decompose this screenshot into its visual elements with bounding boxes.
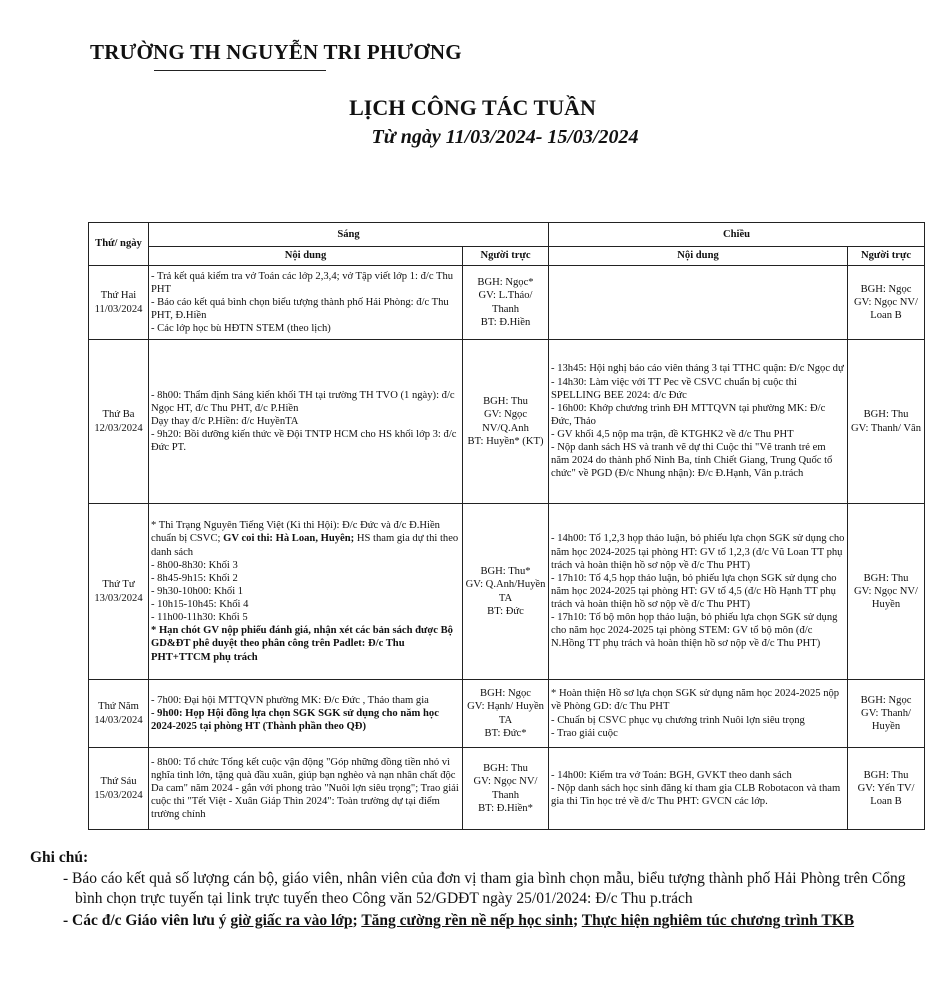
afternoon-content (549, 266, 848, 340)
duty-line: BGH: Thu (863, 409, 909, 421)
note-prefix: - Các đ/c Giáo viên lưu ý (63, 911, 231, 929)
header-morning-content: Nội dung (149, 247, 463, 266)
note-emphasis: Tăng cường rền nề nếp học sinh (361, 911, 573, 929)
morning-content (149, 680, 463, 748)
list-item: * Hoàn thiện Hồ sơ lựa chọn SGK sử dụng năm học 2024-2025 nộp về Phòng GD: đ/c Thu PHT (551, 688, 840, 713)
list-item: - Các lớp học bù HĐTN STEM (theo lịch) (151, 323, 331, 335)
duty-line: GV: Ngọc NV/ Loan B (854, 296, 918, 322)
list-item: - 14h00: Tổ 1,2,3 họp thảo luận, bỏ phiếu lựa chọn SGK sử dụng cho năm học 2024-2025 tại phòng HT: GV tổ 1,2,3 (đ/c Vũ Loan TT phụ trách và hoàn thiện hồ sơ nộp về đ/c Thu PHT) (551, 533, 845, 571)
day-cell: Thứ Ba 12/03/2024 (89, 340, 149, 504)
list-item: - Trả kết quả kiểm tra vở Toán các lớp 2,3,4; vở Tập viết lớp 1: đ/c Thu PHT (151, 270, 454, 295)
list-item: - 9h20: Bồi dưỡng kiến thức về Đội TNTP HCM cho HS khối lớp 3: đ/c Đức PT. (151, 429, 457, 454)
duty-line: BGH: Thu (483, 763, 528, 775)
afternoon-content (549, 340, 848, 504)
header-afternoon: Chiều (549, 223, 925, 247)
table-row-monday (89, 266, 925, 340)
duty-line: BT: Đức (487, 605, 524, 617)
duty-line: GV: Q.Anh/Huyền TA (465, 579, 546, 604)
duty-line: BGH: Ngọc (860, 694, 912, 706)
list-item (151, 519, 460, 558)
list-item: - Nộp danh sách HS và tranh vẽ dự thi Cuộc thi "Vẽ tranh trẻ em năm 2024 do thành phố Ninh Ba, tỉnh Chiết Giang, Trung Quốc tổ chức" về PGD (Đ/c Nhung nhận): Đ/c Đ.Hạnh, Vân p.trách (551, 442, 833, 480)
header-morning-person: Người trực (463, 247, 549, 266)
list-item: - 9h00: Họp Hội đồng lựa chọn SGK SGK sử dụng cho năm học 2024-2025 tại phòng HT (Thành phần theo QĐ) (151, 707, 439, 733)
list-item: - 7h00: Đại hội MTTQVN phường MK: Đ/c Đức , Thảo tham gia (151, 694, 429, 706)
duty-line: GV: Ngọc NV/ Thanh (473, 776, 538, 801)
morning-duty (463, 748, 549, 830)
duty-line: GV: Thanh/ Huyền (861, 707, 911, 733)
duty-line: GV: Thanh/ Vân (851, 422, 922, 434)
morning-duty (463, 680, 549, 748)
header-row-1 (89, 223, 925, 247)
list-item: - 13h45: Hội nghị báo cáo viên tháng 3 tại TTHC quận: Đ/c Ngọc dự (551, 363, 844, 375)
list-item: - Trao giải cuộc (551, 727, 618, 739)
note-item: - Báo cáo kết quả số lượng cán bộ, giáo viên, nhân viên của đơn vị tham gia bình chọn mẫu, biểu tượng thành phố Hải Phòng trên Cổng bình chọn trực tuyến tại link trực tuyến theo Công văn 52/GDĐT ngày 25/01/2024: Đ/c Thu p.trách (63, 869, 906, 908)
list-item: - 11h00-11h30: Khối 5 (151, 612, 248, 624)
list-item: - 8h00-8h30: Khối 3 (151, 559, 238, 571)
contest-tail: HS tham gia dự thi theo danh sách (151, 533, 459, 558)
table-row-friday (89, 748, 925, 830)
duty-line: BGH: Thu (863, 769, 909, 781)
page-title: LỊCH CÔNG TÁC TUẦN (349, 95, 596, 120)
schedule-table (88, 222, 925, 830)
morning-content (149, 748, 463, 830)
list-item: - Nộp danh sách học sinh đăng kí tham gia CLB Robotacon và tham gia thi Tin học trẻ về đ/c Thu PHT: GVCN các lớp. (551, 782, 841, 808)
list-item: - 17h10: Tổ 4,5 họp thảo luận, bỏ phiếu lựa chọn SGK sử dụng cho năm học 2024-2025 tại phòng HT: GV tổ 4,5 (đ/c Hồ Hạnh TT phụ trách và hoàn thiện hồ sơ nộp về đ/c Thu PHT) (551, 572, 837, 611)
table-row-wednesday (89, 504, 925, 680)
duty-line: BGH: Ngọc (860, 283, 912, 295)
list-item: - 14h30: Làm việc với TT Pec về CSVC chuẩn bị cuộc thi SPELLING BEE 2024: đ/c Đức (551, 376, 797, 401)
school-name: TRƯỜNG TH NGUYỄN TRI PHƯƠNG (90, 40, 462, 64)
header-row-2 (89, 247, 925, 266)
note-separator: ; (352, 911, 362, 929)
morning-duty (463, 504, 549, 680)
duty-line: BGH: Thu (863, 572, 909, 584)
duty-line: BGH: Ngọc* (477, 277, 534, 289)
list-item: - 9h30-10h00: Khối 1 (151, 585, 244, 597)
day-cell: Thứ Hai 11/03/2024 (89, 266, 149, 340)
list-item: - 16h00: Khớp chương trình ĐH MTTQVN tại phường MK: Đ/c Đức, Thảo (551, 402, 826, 427)
duty-line: GV: Ngọc NV/ Huyền (854, 585, 918, 611)
notes-section (30, 848, 910, 931)
table-row-tuesday (89, 340, 925, 504)
list-item: - 8h00: Thẩm định Sáng kiến khối TH tại trường TH TVO (1 ngày): đ/c Ngọc HT, đ/c Thu PHT, đ/c P.Hiền (151, 389, 455, 414)
duty-line: GV: Yến TV/ Loan B (857, 782, 915, 808)
morning-duty (463, 266, 549, 340)
header-afternoon-person: Người trực (848, 247, 925, 266)
contest-intro: * Thi Trạng Nguyên Tiếng Việt (Kì thi Hội): Đ/c Đức và đ/c Đ.Hiền chuẩn bị CSVC; (151, 520, 440, 545)
list-item: - 8h45-9h15: Khối 2 (151, 572, 238, 584)
header-afternoon-content: Nội dung (549, 247, 848, 266)
duty-line: BGH: Thu (483, 396, 528, 408)
note-item (63, 911, 910, 932)
afternoon-duty (848, 748, 925, 830)
list-item: * Hạn chót GV nộp phiếu đánh giá, nhận xét các bản sách được Bộ GD&ĐT phê duyệt theo phân công trên Padlet: Đ/c Thu PHT+TTCM phụ trách (151, 625, 453, 663)
day-cell: Thứ Tư 13/03/2024 (89, 504, 149, 680)
list-item: - 8h00: Tổ chức Tổng kết cuộc vận động "Góp những đồng tiền nhỏ vì nghĩa tình lớn, tặng quà đầu xuân, giúp bạn nghèo và nạn nhân chất độc Da cam" năm 2024 - gắn với phong trào "Nuôi lợn siêu trọng"; Trao giải cuộc thi "Tết Việt - Xuân Giáp Thìn 2024": Toàn trường dự tại điểm trường chính (151, 756, 459, 821)
duty-line: BGH: Thu* (480, 566, 531, 578)
morning-content (149, 340, 463, 504)
day-cell: Thứ Năm 14/03/2024 (89, 680, 149, 748)
duty-line: BT: Đ.Hiền (480, 316, 531, 328)
header-morning: Sáng (149, 223, 549, 247)
list-item: - GV khối 4,5 nộp ma trận, đề KTGHK2 về đ/c Thu PHT (551, 429, 794, 441)
note-separator: ; (572, 911, 582, 929)
duty-line: GV: Ngọc NV/Q.Anh (482, 409, 529, 434)
contest-proctors: GV coi thi: Hà Loan, Huyên; (223, 533, 355, 545)
note-emphasis: giờ giấc ra vào lớp (230, 911, 353, 929)
date-range: Từ ngày 11/03/2024- 15/03/2024 (371, 126, 639, 148)
notes-title: Ghi chú: (30, 849, 89, 866)
morning-content (149, 266, 463, 340)
duty-line: BT: Huyền* (KT) (467, 435, 544, 447)
list-item: Dạy thay đ/c P.Hiền: đ/c HuyềnTA (151, 415, 299, 427)
afternoon-duty (848, 504, 925, 680)
afternoon-content (549, 504, 848, 680)
list-item: - Chuẩn bị CSVC phục vụ chương trình Nuôi lợn siêu trọng (551, 714, 805, 726)
afternoon-duty (848, 340, 925, 504)
afternoon-duty (848, 266, 925, 340)
table-row-thursday (89, 680, 925, 748)
list-item: - 17h10: Tổ bộ môn họp thảo luận, bỏ phiếu lựa chọn SGK sử dụng cho năm học 2024-2025 tại phòng STEM: GV tổ bộ môn (đ/c N.Hồng TT phụ trách và hoàn thiện hồ sơ nộp về đ/c Thu PHT) (551, 612, 838, 650)
duty-line: BT: Đức* (484, 727, 527, 739)
duty-line: GV: Hạnh/ Huyền TA (467, 701, 544, 726)
list-item: - Báo cáo kết quả bình chọn biểu tượng thành phố Hải Phòng: đ/c Thu PHT, Đ.Hiền (151, 296, 449, 322)
duty-line: GV: L.Tháo/ Thanh (478, 290, 533, 315)
day-cell: Thứ Sáu 15/03/2024 (89, 748, 149, 830)
list-item: - 10h15-10h45: Khối 4 (151, 599, 249, 611)
morning-content (149, 504, 463, 680)
duty-line: BGH: Ngọc (480, 688, 531, 700)
list-item: - 14h00: Kiểm tra vở Toán: BGH, GVKT theo danh sách (551, 769, 792, 781)
duty-line: BT: Đ.Hiền* (478, 802, 533, 814)
morning-duty (463, 340, 549, 504)
header-day: Thứ/ ngày (89, 223, 149, 266)
note-emphasis: Thực hiện nghiêm túc chương trình TKB (581, 911, 855, 929)
afternoon-content (549, 680, 848, 748)
afternoon-content (549, 748, 848, 830)
school-underline (154, 70, 326, 71)
afternoon-duty (848, 680, 925, 748)
